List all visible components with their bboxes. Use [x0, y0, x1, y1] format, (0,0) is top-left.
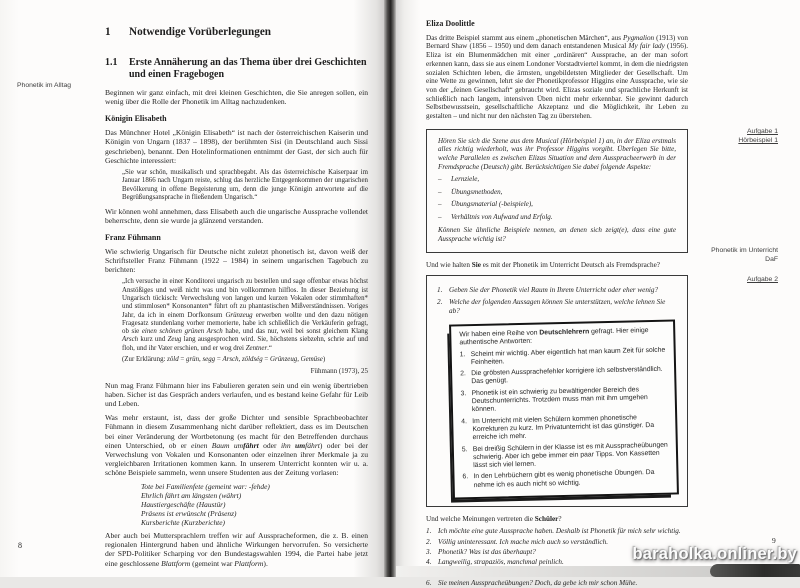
list-item-label: Übungsmaterial (-beispiele), [451, 200, 533, 209]
section-title: Erste Annäherung an das Thema über drei Geschichten und einen Fragebogen [129, 57, 367, 80]
list-item [437, 298, 677, 315]
elisabeth-quote: „Sie war schön, musikalisch und sprachbegabt. Als das österreichische Kaiserpaar im Januar 1866 nach Ungarn reiste, schlug das herzliche Entgegenkommen der ungarischen Bevölkerung in offene Begeisterung um, denn die junge Königin antwortete auf die Begrüßungsansprache in fließendem Ungarisch.“ [122, 168, 368, 201]
dash-bullet: – [438, 212, 442, 221]
item-number: 6. [426, 578, 432, 587]
list-item-label: Völlig uninteressant. Ich mache mich auch so verständlich. [438, 537, 609, 546]
list-item-label: In den Lehrbüchern gibt es wenig phonetische Übungen. Da nehme ich es auch nicht so wichtig. [473, 469, 655, 490]
book-gutter-shadow [384, 0, 396, 577]
item-number: 3. [426, 547, 432, 556]
section-number: 1.1 [105, 57, 118, 68]
task-box-aufgabe-2 [426, 275, 688, 506]
item-number: 4. [426, 558, 432, 567]
list-item: Ehrlich fährt am längsten (währt) [141, 490, 242, 500]
eliza-paragraph: Das dritte Beispiel stammt aus einem „phonetischen Märchen“, aus Pygmalion (1913) von Bernard Shaw (1856 – 1950) und dem danach entstandenen Musical My fair lady (1956). Eliza ist ein Blumenmädchen mit einer „ordinären“ Aussprache, an der man sofort erkennen kann, dass sie aus einem Londoner Vorstadtviertel kommt, in dem die niedrigsten sozialen Schichten leben, die ärmsten, ungebildetsten Mitglieder der Gesellschaft. Um eine Wette zu gewinnen, lehrt sie der Phonetikprofessor Higgins eine Aussprache, wie sie von der „feinen Gesellschaft“ gebraucht wird. Elizas soziale und sprachliche Herkunft ist schließlich nach langem, intensiven Üben nicht mehr erkennbar. Sie gewinnt dadurch Selbstbewusstsein, gesellschaftliche Akzeptanz und die Möglichkeit, ihr Leben zu gestalten – und nicht nur den nächsten Tag zu überstehen. [426, 33, 689, 121]
list-item-label: Phonetik? Was ist das überhaupt? [438, 547, 536, 556]
fuehmann-paragraph-1: Wie schwierig Ungarisch für Deutsche nicht zuletzt phonetisch ist, davon weiß der Schriftsteller Franz Fühmann (1922 – 1984) in seinem ungarischen Tagebuch zu berichten: [105, 246, 368, 275]
survey-intro: Wir haben eine Reihe von Deutschlehrern gefragt. Hier einige authentische Antworten: [459, 327, 649, 348]
chapter-number: 1 [105, 26, 111, 38]
fuehmann-explanation-note: (Zur Erklärung: zöld = grün, segg = Arsch, zöldség = Grünzeug, Gemüse) [122, 356, 326, 363]
item-number: 2. [460, 370, 466, 379]
item-number: 4. [461, 418, 467, 426]
left-page-content [105, 0, 368, 568]
teacher-survey-box [449, 320, 679, 500]
list-item [462, 470, 668, 491]
margin-note-phonetik-im-unterricht: Phonetik im Unterricht [711, 247, 778, 254]
dash-bullet: – [438, 175, 442, 184]
margin-note-aufgabe-1: Aufgabe 1 [747, 128, 778, 135]
list-item [438, 200, 676, 209]
list-item-label: Scheint mir wichtig. Aber eigentlich hat man kaum Zeit für solche Feinheiten. [470, 346, 666, 367]
list-item [462, 442, 669, 472]
task1-intro: Hören Sie sich die Szene aus dem Musical (Hörbeispiel 1) an, in der Eliza erstmals alles richtig wiederholt, was ihr Professor Higgins vorgibt. Überlegen Sie bitte, welche Parallelen es zwischen Elizas Situation und dem Ausspracheerwerb in der Fremdsprache (Deutsch) gibt. Berücksichtigen Sie dabei folgende Aspekte: [438, 136, 676, 171]
list-item-label: Geben Sie der Phonetik viel Raum in Ihrem Unterricht oder eher wenig? [449, 286, 659, 295]
list-item [461, 386, 668, 416]
dash-bullet: – [438, 200, 442, 209]
page-number-left: 8 [18, 541, 22, 550]
list-item-label: Phonetik ist ein schwierig zu bewältigender Bereich des Deutschunterrichts. Trotzdem muss man mit ihm umgehen können. [471, 386, 648, 414]
dash-bullet: – [438, 187, 442, 196]
chapter-heading [105, 26, 368, 39]
list-item: Tote bei Familienfete (gemeint war: -fehde) [141, 481, 270, 491]
story-heading-fuehmann: Franz Fühmann [105, 233, 161, 243]
watermark-text: baraholka.onliner.by [632, 545, 797, 563]
list-item [438, 188, 676, 197]
fuehmann-paragraph-4: Aber auch bei Muttersprachlern treffen wir auf Ausspracheformen, die z. B. einen regionalen Hintergrund haben und ähnliche Wirkungen hervorrufen. So versicherte der SPD-Politiker Scharping vor den Bundestagswahlen 1994, die Partei habe jetzt eine geschlossene Blattform (gemeint war Plattform). [105, 531, 368, 568]
chapter-title: Notwendige Vorüberlegungen [129, 26, 272, 38]
list-item-label: Verhältnis von Aufwand und Erfolg. [451, 212, 553, 221]
right-page-content [426, 0, 688, 588]
page-number-right: 9 [772, 536, 776, 545]
list-item-label: Sie meinen Ausspracheübungen? Doch, da gebe ich mir schon Mühe. [438, 578, 638, 587]
list-item [438, 213, 676, 222]
book-cover-edge [710, 564, 800, 577]
list-item [426, 579, 688, 588]
list-item [426, 527, 688, 536]
task-box-aufgabe-1 [426, 129, 688, 253]
item-number: 1. [426, 527, 432, 536]
left-page [0, 0, 384, 577]
task1-outro: Können Sie ähnliche Beispiele nennen, an denen sich zeigt(e), dass eine gute Aussprache wichtig ist? [438, 226, 676, 244]
intro-paragraph: Beginnen wir ganz einfach, mit drei kleinen Geschichten, die Sie anregen sollen, ein wenig über die Rolle der Phonetik im Alltag nachzudenken. [105, 88, 368, 107]
list-item: Kursberichte (Kurzberichte) [141, 517, 225, 527]
list-item-label: Welche der folgenden Aussagen können Sie unterstützen, welche lehnen Sie ab? [449, 298, 666, 315]
elisabeth-paragraph-2: Wir können wohl annehmen, dass Elisabeth auch die ungarische Aussprache vollendet beherrschte, denn sie wurde ja glänzend verstanden. [105, 206, 368, 225]
margin-note-daf: DaF [765, 256, 778, 263]
item-number: 2. [426, 537, 432, 546]
fuehmann-paragraph-2: Nun mag Franz Fühmann hier ins Fabulieren geraten sein und ein wenig übertrieben haben. Sicher ist das Gespräch anders verlaufen, und es bestand keine Gefahr für Leib und Leben. [105, 381, 368, 409]
margin-note-aufgabe-2: Aufgabe 2 [747, 276, 778, 283]
list-item-label: Lernziele, [451, 175, 480, 184]
story-heading-elisabeth: Königin Elisabeth [105, 114, 167, 124]
item-number: 3. [460, 390, 467, 398]
fuehmann-quote: „Ich versuche in einer Konditorei ungarisch zu bestellen und sage offenbar etwas höchst Anstößiges und weiß nicht was und bin vollkommen hilflos. In dieser Beziehung ist Ungarisch tückisch: Verwechslung von langen und kurzen Vokalen oder stimmhaften* und stimmlosen* Konsonanten* führt oft zu phantastischen Mißverständnissen. Voriges Jahr, da ich in einem Dorfkonsum Grünzeug erwerben wollte und den dazu nötigen Fragesatz stundenlang vorher memorierte, habe ich schließlich die Verkäuferin gefragt, ob sie einen schönen grünen Arsch habe, und das nur, weil bei sonst gleichem Klang Arsch kurz und Zeug lang ausgesprochen wird. Sie, höchstens siebzehn, schrie auf und floh, und ihr Vater erschien, und er wog drei Zentner.“ [122, 278, 369, 352]
item-number: 1. [459, 351, 466, 359]
margin-note-phonetik-im-alltag: Phonetik im Alltag [17, 82, 72, 89]
elisabeth-paragraph-1: Das Münchner Hotel „Königin Elisabeth“ ist nach der österreichischen Kaiserin und Königin von Ungarn (1837 – 1898), der berühmten Sisi (in Deutschland auch Sissi geschrieben), benannt. Den Hotelinformationen entnimmt der Gast, der sich auch für Geschichte interessiert: [105, 128, 368, 165]
item-number: 6. [462, 474, 469, 482]
list-item-label: Bei dreißig Schülern in der Klasse ist es mit Ausspracheübungen schwierig. Aber ich gebe immer ein paar Tipps. Von Kassetten lässt sich viel lernen. [472, 441, 668, 470]
item-number: 1. [437, 286, 443, 295]
list-item [460, 366, 666, 387]
list-item-label: Übungsmethoden, [451, 187, 503, 196]
list-item: Präsens ist erwünscht (Präsenz) [141, 508, 237, 518]
source-reference: Fühmann (1973), 25 [310, 367, 368, 376]
list-item-label: Im Unterricht mit vielen Schülern kommen phonetische Korrekturen zu kurz. Im Privatunterricht ist das günstiger. Da erreiche ich mehr. [472, 414, 655, 442]
list-item: Haustiergeschäfte (Haustür) [141, 499, 226, 509]
question-students: Und welche Meinungen vertreten die Schüler? [426, 514, 562, 523]
section-heading [105, 57, 368, 81]
list-item-label: Ich möchte eine gute Aussprache haben. Deshalb ist Phonetik für mich sehr wichtig. [438, 527, 681, 536]
fuehmann-paragraph-3: Was mehr erstaunt, ist, dass der große Dichter und sensible Sprachbeobachter Fühmann in diesem Zusammenhang nicht darüber reflektiert, dass es im Deutschen bei einer Veränderung der Wortbetonung (es macht für den Betreffenden durchaus einen Unterschied, ob er einen Baum umfährt oder ihn umfährt) oder bei der Verwechslung von Vokalen und Konsonanten oder einzelnen ihrer Merkmale ja zu vergleichbaren Irritationen kommen kann. In unserem Unterricht konnten wir u. a. schöne Beispiele sammeln, wenn unsere Studenten aus der Zeitung vorlasen: [105, 413, 368, 478]
story-heading-eliza: Eliza Doolittle [426, 19, 475, 28]
list-item [461, 414, 668, 444]
item-number: 5. [461, 446, 468, 454]
list-item [437, 286, 677, 295]
item-number: 2. [437, 298, 443, 307]
list-item [438, 175, 676, 184]
list-item-label: Die gröbsten Aussprachefehler korrigiere ich selbstverständlich. Das genügt. [471, 366, 663, 387]
question-teachers: Und wie halten Sie es mit der Phonetik im Unterricht Deutsch als Fremdsprache? [426, 260, 660, 269]
list-item [460, 347, 666, 368]
right-page [396, 0, 800, 587]
margin-note-hoerbeispiel-1: Hörbeispiel 1 [738, 137, 778, 144]
newspaper-examples-list [141, 482, 368, 527]
list-item-label: Langweilig, strapaziös, manchmal peinlich. [438, 558, 564, 567]
